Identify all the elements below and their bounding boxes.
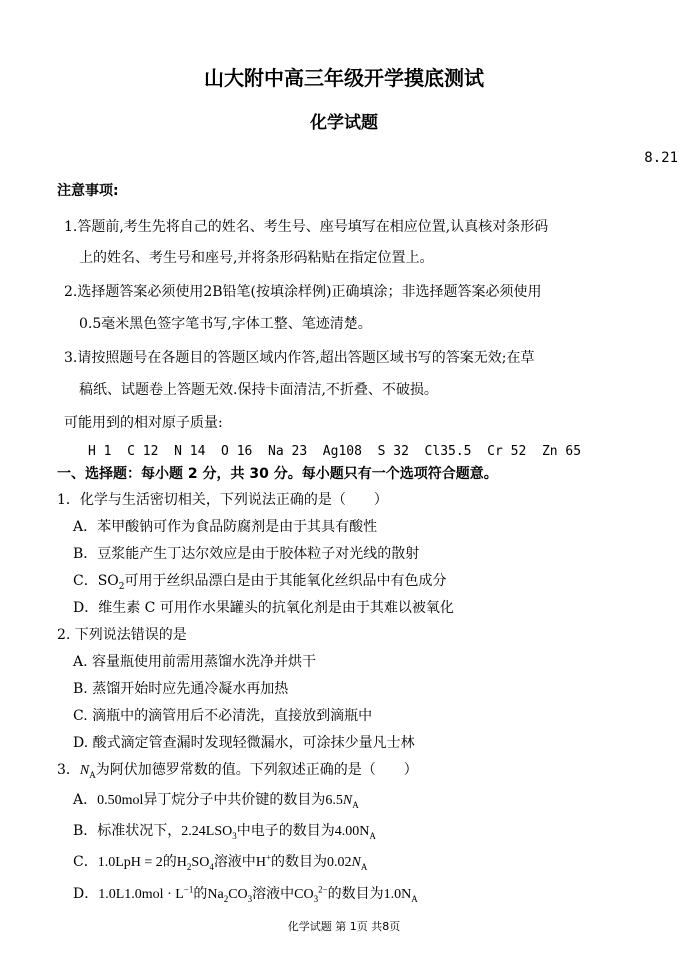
section-1-heading: 一、选择题：每小题 2 分，共 30 分。每小题只有一个选项符合题意。 xyxy=(57,466,498,482)
q3-option-b: B．标准状况下，$2.24LSO_3$中电子的数目为$4.00N_A$ xyxy=(73,823,376,841)
q2-option-b: B. 蒸馏开始时应先通冷凝水再加热 xyxy=(73,681,289,697)
page-footer: 化学试题 第 1页 共8页 xyxy=(287,920,401,933)
note-1-line-1: 1.答题前,考生先将自己的姓名、考生号、座号填写在相应位置,认真核对条形码 xyxy=(64,219,549,235)
q3-option-d: D．$1.0L1.0mol \cdot L^{-1}$的$Na_2CO_3$溶液中$CO_3^{2-}$的数目为$1.0N_A$ xyxy=(73,884,418,904)
notes-heading: 注意事项: xyxy=(57,183,119,199)
q2-option-d: D. 酸式滴定管查漏时发现轻微漏水，可涂抹少量凡士林 xyxy=(73,735,415,751)
q3-stem: 3．$N_A$为阿伏加德罗常数的值。下列叙述正确的是（ ） xyxy=(57,762,418,780)
note-1-line-2: 上的姓名、考生号和座号,并将条形码粘贴在指定位置上。 xyxy=(79,250,434,266)
note-2-line-1: 2.选择题答案必须使用2B铅笔(按填涂样例)正确填涂；非选择题答案必须使用 xyxy=(64,284,542,300)
page-title: 山大附中高三年级开学摸底测试 xyxy=(204,66,484,90)
q2-option-c: C. 滴瓶中的滴管用后不必清洗，直接放到滴瓶中 xyxy=(73,708,373,724)
q1-option-b: B．豆浆能产生丁达尔效应是由于胶体粒子对光线的散射 xyxy=(73,546,420,562)
atomic-mass-values: H 1 C 12 N 14 O 16 Na 23 Ag108 S 32 Cl35.5 Cr 52 Zn 65 xyxy=(88,444,582,459)
q3-option-a: A．0.50mol异丁烷分子中共价键的数目为$6.5N_A$ xyxy=(73,792,359,810)
q2-stem: 2. 下列说法错误的是 xyxy=(57,627,187,643)
q3-option-c: C．1.0LpH = 2的$H_2SO_4$溶液中H+的数目为$0.02N_A$ xyxy=(73,852,368,872)
note-2-line-2: 0.5毫米黑色签字笔书写,字体工整、笔迹清楚。 xyxy=(79,316,372,332)
atomic-mass-label: 可能用到的相对原子质量: xyxy=(64,415,223,431)
q1-option-d: D．维生素 C 可用作水果罐头的抗氧化剂是由于其难以被氧化 xyxy=(73,600,454,616)
note-3-line-2: 稿纸、试题卷上答题无效.保持卡面清洁,不折叠、不破损。 xyxy=(79,382,438,398)
q2-option-a: A. 容量瓶使用前需用蒸馏水洗净并烘干 xyxy=(73,654,317,670)
q1-stem: 1．化学与生活密切相关，下列说法正确的是（ ） xyxy=(57,492,388,508)
q1-option-a: A．苯甲酸钠可作为食品防腐剂是由于其具有酸性 xyxy=(73,519,378,535)
page-subtitle: 化学试题 xyxy=(310,113,378,133)
exam-date: 8.21 xyxy=(644,150,678,166)
q1-option-c: C．$SO_2$可用于丝织品漂白是由于其能氧化丝织品中有色成分 xyxy=(73,573,447,592)
note-3-line-1: 3.请按照题号在各题目的答题区域内作答,超出答题区域书写的答案无效;在草 xyxy=(64,350,535,366)
